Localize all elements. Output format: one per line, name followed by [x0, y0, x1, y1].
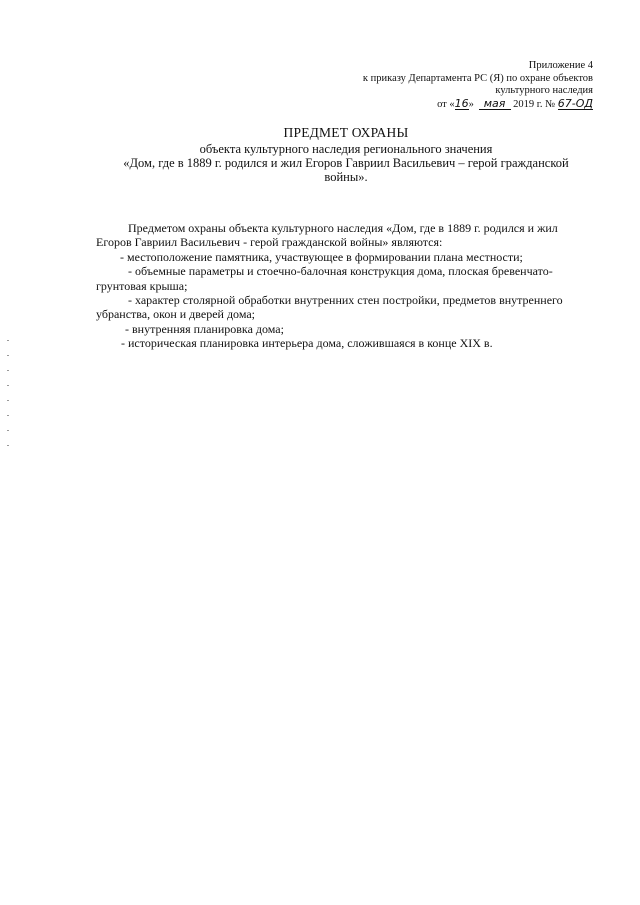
protection-item: - внутренняя планировка дома;: [125, 321, 284, 336]
object-name-line1: «Дом, где в 1889 г. родился и жил Егоров Гавриил Васильевич – герой гражданской: [123, 156, 569, 170]
document-title: ПРЕДМЕТ ОХРАНЫ: [283, 125, 409, 140]
scan-mark: [7, 445, 9, 446]
document-body: [96, 221, 596, 351]
order-date-line: [363, 98, 593, 112]
order-number-handwritten: 67-ОД: [557, 96, 593, 110]
date-prefix: от «: [437, 98, 455, 110]
date-mid: »: [468, 98, 474, 110]
scan-margin-marks: [7, 340, 10, 460]
date-year: 2019 г. №: [513, 98, 556, 110]
appendix-header: [363, 60, 593, 111]
date-day-handwritten: 16: [454, 96, 469, 110]
scan-mark: [7, 400, 9, 401]
title-block: [96, 126, 596, 184]
protection-item: - объемные параметры и стоечно-балочная конструкция дома, плоская бревенчато-грунтовая крыша;: [96, 264, 553, 293]
order-reference-line2: культурного наследия: [495, 85, 593, 96]
object-name-line2: войны».: [324, 170, 368, 184]
scan-mark: [7, 340, 9, 341]
intro-paragraph: Предметом охраны объекта культурного наследия «Дом, где в 1889 г. родился и жил Егоров Гавриил Васильевич - герой гражданской войны» являются:: [96, 221, 558, 250]
scan-mark: [7, 370, 9, 371]
appendix-label: Приложение 4: [528, 60, 593, 71]
document-subtitle: объекта культурного наследия регионального значения: [199, 142, 493, 156]
protection-item: - историческая планировка интерьера дома, сложившаяся в конце XIX в.: [121, 336, 493, 351]
scan-mark: [7, 385, 9, 386]
scan-mark: [7, 355, 9, 356]
protection-item: - характер столярной обработки внутренних стен постройки, предметов внутреннего убранства, окон и дверей дома;: [96, 293, 563, 322]
date-month-handwritten: мая: [479, 98, 511, 110]
scan-mark: [7, 415, 9, 416]
protection-item: - местоположение памятника, участвующее в формировании плана местности;: [120, 249, 523, 264]
scan-mark: [7, 430, 9, 431]
order-reference-line1: к приказу Департамента РС (Я) по охране объектов: [362, 72, 593, 84]
